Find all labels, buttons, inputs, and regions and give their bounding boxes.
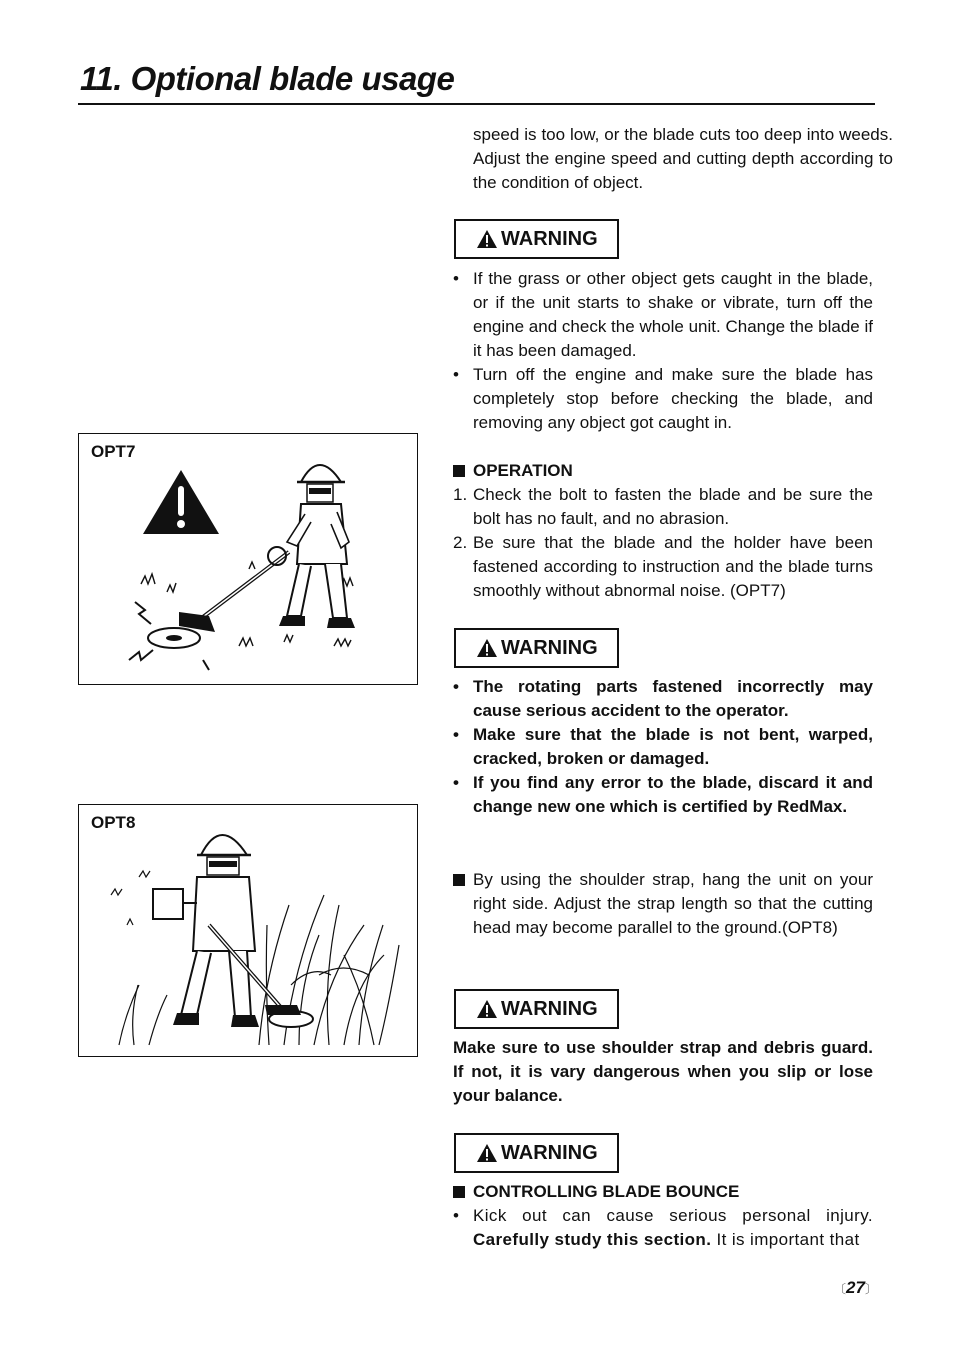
operator-shoulder-strap-illustration xyxy=(79,805,417,1056)
warning-3-text: Make sure to use shoulder strap and debris guard. If not, it is vary dangerous when you slip or lose your balance. xyxy=(453,1038,873,1105)
bounce-section xyxy=(453,1180,873,1252)
operator-trimmer-illustration xyxy=(79,434,417,684)
warning-box-1 xyxy=(454,219,619,259)
warning-triangle-icon xyxy=(476,1143,498,1163)
list-item: • The rotating parts fastened incorrectly may cause serious accident to the operator. xyxy=(453,675,873,723)
strap-paragraph: By using the shoulder strap, hang the unit on your right side. Adjust the strap length so that the cutting head may become parallel to the ground.(OPT8) xyxy=(453,868,873,940)
list-item: • Kick out can cause serious personal injury. Carefully study this section. It is important that xyxy=(453,1204,873,1252)
warning-label: WARNING xyxy=(501,1141,598,1164)
square-bullet-icon xyxy=(453,874,465,886)
warning-triangle-icon xyxy=(476,999,498,1019)
warning-1-list xyxy=(453,267,873,435)
bounce-heading: CONTROLLING BLADE BOUNCE xyxy=(453,1180,873,1204)
square-bullet-icon xyxy=(453,1186,465,1198)
page-title: 11. Optional blade usage xyxy=(80,60,455,97)
warning-label: WARNING xyxy=(501,636,598,659)
figure-opt8 xyxy=(78,804,418,1057)
list-item: • Make sure that the blade is not bent, warped, cracked, broken or damaged. xyxy=(453,723,873,771)
list-item: • Turn off the engine and make sure the blade has completely stop before checking the blade, and removing any object got caught in. xyxy=(453,363,873,435)
list-item: 2. Be sure that the blade and the holder have been fastened according to instruction and the blade turns smoothly without abnormal noise. (OPT7) xyxy=(453,533,873,600)
list-item: 1. Check the bolt to fasten the blade and be sure the bolt has no fault, and no abrasion. xyxy=(453,485,873,528)
warning-box-3 xyxy=(454,989,619,1029)
operation-section xyxy=(453,459,873,603)
warning-label: WARNING xyxy=(501,997,598,1020)
warning-triangle-icon xyxy=(476,229,498,249)
square-bullet-icon xyxy=(453,465,465,477)
warning-box-2 xyxy=(454,628,619,668)
list-item: • If you find any error to the blade, discard it and change new one which is certified by RedMax. xyxy=(453,771,873,819)
warning-label: WARNING xyxy=(501,227,598,250)
warning-triangle-icon xyxy=(476,638,498,658)
operation-heading: OPERATION xyxy=(453,459,873,483)
warning-box-4 xyxy=(454,1133,619,1173)
intro-paragraph: speed is too low, or the blade cuts too deep into weeds. Adjust the engine speed and cutting depth according to the condition of object. xyxy=(473,125,893,192)
page-number: 〔27〕 xyxy=(834,1278,877,1297)
warning-2-list xyxy=(453,675,873,819)
figure-label-opt8: OPT8 xyxy=(91,813,136,832)
figure-label-opt7: OPT7 xyxy=(91,442,136,461)
title-rule xyxy=(78,103,875,105)
figure-opt7 xyxy=(78,433,418,685)
list-item: • If the grass or other object gets caught in the blade, or if the unit starts to shake or vibrate, turn off the engine and check the whole unit. Change the blade if it has been damaged. xyxy=(453,267,873,363)
